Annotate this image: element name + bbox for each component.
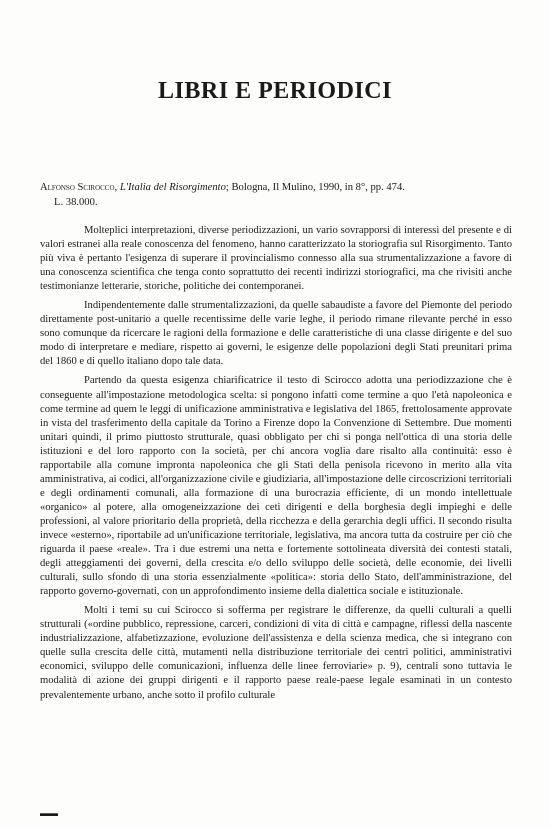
review-body	[40, 224, 512, 708]
work-title: L'Italia del Risorgimento	[119, 182, 226, 193]
paragraph: Molti i temi su cui Scirocco si sofferma per registrare le differenze, da quelli culturali a quelli strutturali («ordine pubblico, repressione, carceri, condizioni di vita di città e campagne, riflessi della nascente industrializzazione, alfabetizzazione, evoluzione dell'assistenza e della scienza medica, che si integrano con quelle sulla crescita delle città, mutamenti nella distribuzione territoriale dei centri politici, amministrativi economici, sviluppo delle comunicazioni, influenza delle linee ferroviarie» p. 9), centrali sono tuttavia le modalità di azione dei gruppi dirigenti e il rapporto paese reale-paese legale esaminati in un contesto prevalentemente urbano, anche sotto il profilo culturale	[40, 605, 512, 701]
author-separator: ,	[114, 182, 120, 193]
author-name: Alfonso Scirocco	[40, 182, 115, 193]
paragraph: Partendo da questa esigenza chiarificatrice il testo di Scirocco adotta una periodizzazione che è conseguente all'impostazione metodologica scelta: si pongono infatti come termine a quo l'età napoleonica e come termine ad quem le leggi di unificazione amministrativa e legislativa del 1865, frettolosamente approvate in vista del trasferimento della capitale da Torino a Firenze dopo la Convenzione di Settembre. Due momenti unitari quindi, il primo piuttosto strutturale, quasi obbligato per chi si ponga nell'ottica di una storia delle istituzioni e del loro rapporto con la società, per chi ancora voglia dare risalto alla continuità: esso è rapportabile alla comune impronta napoleonica che gli Stati della penisola ricevono in merito alla vita amministrativa, ai codici, all'organizzazione civile e giudiziaria, all'impostazione delle circoscrizioni territoriali e degli ordinamenti comunali, alla formazione di una burocrazia efficiente, di un mondo intellettuale «organico» al potere, alla omogeneizzazione dei ceti dirigenti e della borghesia degli impieghi e delle professioni, al valore prioritario della proprietà, della ricchezza e della gerarchia degli uffici. Il secondo risulta invece «esterno», riportabile ad un'unificazione territoriale, legislativa, ma ancora tutta da costruire per ciò che riguarda il paese «reale». Tra i due estremi una netta e fortemente sottolineata diversità dei contesti statali, degli atteggiamenti dei governi, della crescita e/o dello sviluppo delle società, delle economie, dei livelli culturali, sullo sfondo di una storia essenzialmente «politica»: storia dello Stato, dell'amministrazione, del rapporto governo-governati, con un approfondimento insieme della dialettica sociale e istituzionale.	[40, 375, 512, 598]
paragraph: Molteplici interpretazioni, diverse periodizzazioni, un vario sovrapporsi di interessi del presente e di valori estranei alla reale conoscenza del fenomeno, hanno caratterizzato la storiografia sul Risorgimento. Tanto più viva è pertanto l'esigenza di superare il provincialismo connesso alla sua strumentalizzazione a favore di una conoscenza scientifica che tenga conto soprattutto dei recenti indirizzi storiografici, ma che rivisiti anche testimonianze letterarie, storiche, politiche dei contemporanei.	[40, 225, 512, 293]
paragraph: Indipendentemente dalle strumentalizzazioni, da quelle sabaudiste a favore del Piemonte del periodo direttamente post-unitario a quelle recentissime delle varie leghe, il periodo rimane rilevante perché in esso sono comunque da ricercare le ragioni della formazione e delle caratteristiche di una classe dirigente e del suo modo di interpretare e mediare, rispetto ai governi, le esigenze delle popolazioni degli Stati preunitari prima del 1860 e di quello italiano dopo tale data.	[40, 300, 512, 368]
price: L. 38.000.	[54, 197, 98, 208]
section-title: LIBRI E PERIODICI	[158, 78, 392, 104]
bibliographic-entry	[40, 180, 510, 210]
print-mark: ▬▬	[40, 808, 58, 818]
publication-details: ; Bologna, Il Mulino, 1990, in 8°, pp. 474.	[225, 182, 405, 193]
